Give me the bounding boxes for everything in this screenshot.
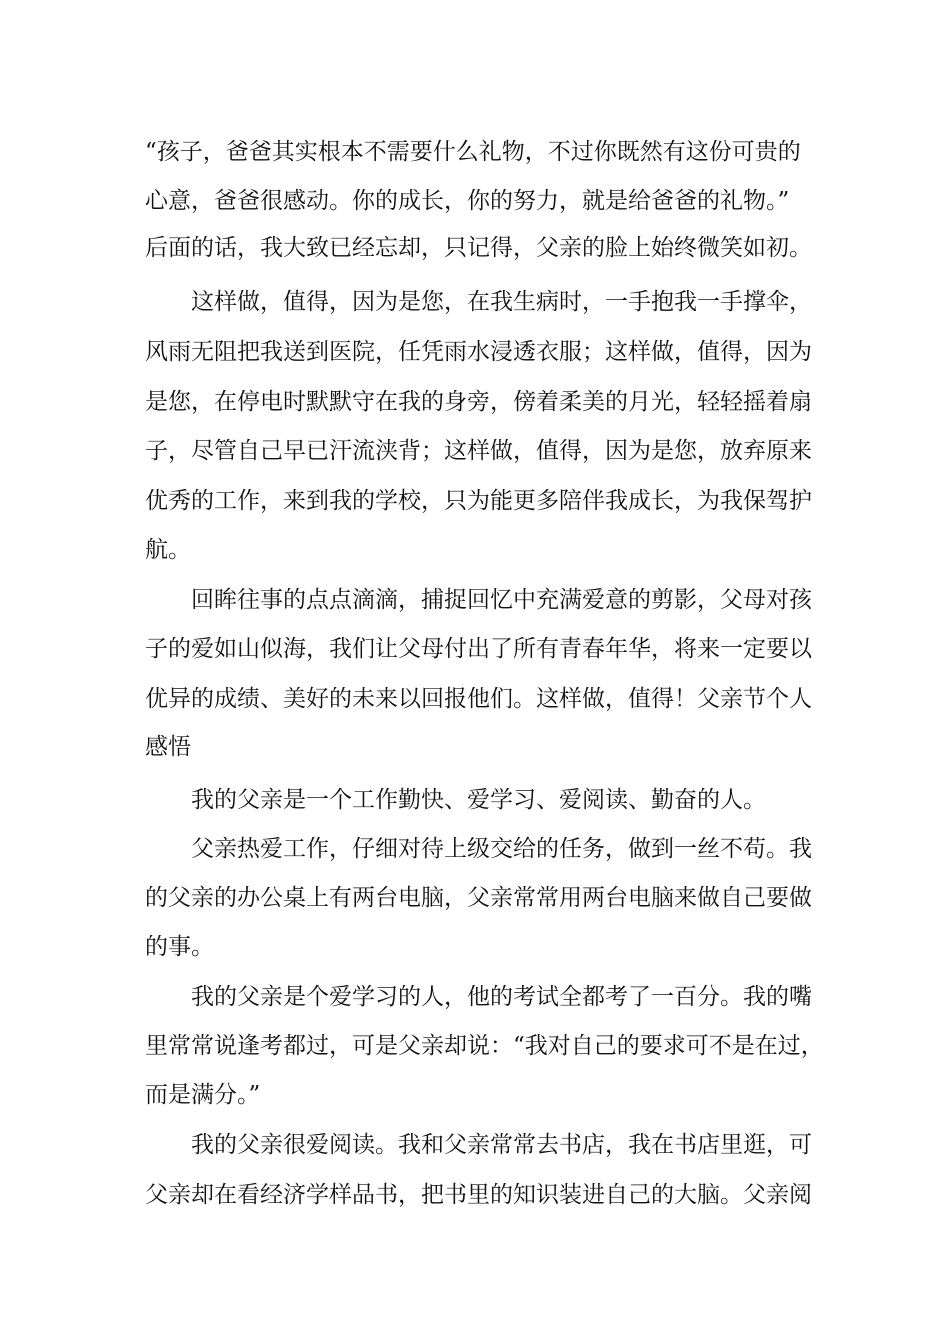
text-line: 这样做，值得，因为是您，在我生病时，一手抱我一手撑伞， bbox=[145, 289, 812, 315]
text-line: 的父亲的办公桌上有两台电脑，父亲常常用两台电脑来做自己要做 bbox=[145, 885, 812, 911]
text-line: 子，尽管自己早已汗流浃背；这样做，值得，因为是您，放弃原来 bbox=[145, 438, 812, 464]
text-line: 而是满分。” bbox=[145, 1082, 261, 1108]
text-line: “孩子，爸爸其实根本不需要什么礼物，不过你既然有这份可贵的 bbox=[145, 139, 801, 165]
text-line: 优异的成绩、美好的未来以回报他们。这样做，值得！父亲节个人 bbox=[145, 686, 812, 712]
text-line: 优秀的工作，来到我的学校，只为能更多陪伴我成长，为我保驾护 bbox=[145, 488, 812, 514]
text-line: 父亲热爱工作，仔细对待上级交给的任务，做到一丝不苟。我 bbox=[145, 836, 812, 862]
text-line: 的事。 bbox=[145, 934, 214, 960]
text-line: 里常常说逢考都过，可是父亲却说：“我对自己的要求可不是在过， bbox=[145, 1033, 824, 1059]
text-line: 回眸往事的点点滴滴，捕捉回忆中充满爱意的剪影，父母对孩 bbox=[145, 587, 812, 613]
text-line: 我的父亲很爱阅读。我和父亲常常去书店，我在书店里逛，可 bbox=[145, 1132, 812, 1158]
text-line: 我的父亲是一个工作勤快、爱学习、爱阅读、勤奋的人。 bbox=[145, 787, 766, 813]
text-line: 后面的话，我大致已经忘却，只记得，父亲的脸上始终微笑如初。 bbox=[145, 235, 812, 261]
text-line: 是您，在停电时默默守在我的身旁，傍着柔美的月光，轻轻摇着扇 bbox=[145, 389, 812, 415]
text-line: 子的爱如山似海，我们让父母付出了所有青春年华，将来一定要以 bbox=[145, 636, 812, 662]
text-line: 心意，爸爸很感动。你的成长，你的努力，就是给爸爸的礼物。” bbox=[145, 188, 790, 214]
text-line: 我的父亲是个爱学习的人，他的考试全都考了一百分。我的嘴 bbox=[145, 984, 812, 1010]
text-line: 父亲却在看经济学样品书，把书里的知识装进自己的大脑。父亲阅 bbox=[145, 1182, 812, 1208]
text-line: 航。 bbox=[145, 537, 191, 563]
text-line: 风雨无阻把我送到医院，任凭雨水浸透衣服；这样做，值得，因为 bbox=[145, 339, 812, 365]
text-line: 感悟 bbox=[145, 734, 191, 760]
